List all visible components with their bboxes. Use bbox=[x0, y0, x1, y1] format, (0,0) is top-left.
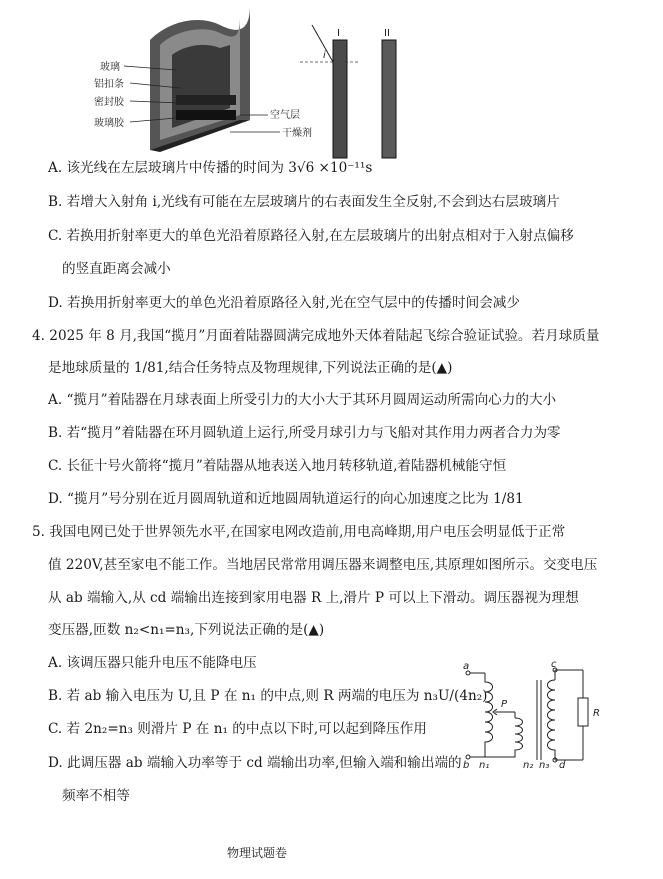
terminal-d: d bbox=[559, 760, 566, 770]
q4-stem-2: 是地球质量的 1/81,结合任务特点及物理规律,下列说法正确的是(▲) bbox=[48, 360, 453, 376]
q3-option-b: B. 若增大入射角 i,光线有可能在左层玻璃片的右表面发生全反射,不会到达右层玻璃片 bbox=[48, 194, 560, 210]
q4-option-c: C. 长征十号火箭将“揽月”着陆器从地表送入地月转移轨道,着陆器机械能守恒 bbox=[48, 458, 507, 474]
q5-option-d-cont: 频率不相等 bbox=[62, 788, 130, 804]
pane-label-1: I bbox=[337, 28, 340, 39]
q5-stem-1: 5. 我国电网已处于世界领先水平,在国家电网改造前,用电高峰期,用户电压会明显低于正常 bbox=[32, 524, 566, 540]
q4-option-d: D. “揽月”号分别在近月圆周轨道和近地圆周轨道运行的向心加速度之比为 1/81 bbox=[48, 491, 524, 507]
q5-stem-3: 从 ab 端输入,从 cd 端输出连接到家用电器 R 上,滑片 P 可以上下滑动。调压器视为理想 bbox=[48, 590, 579, 606]
pane-diagram bbox=[300, 25, 396, 158]
coil-label-n1: n₁ bbox=[479, 760, 490, 770]
q3-option-a: A. 该光线在左层玻璃片中传播的时间为 3√6 ×10⁻¹¹s bbox=[48, 160, 373, 176]
q5-option-a: A. 该调压器只能升电压不能降电压 bbox=[48, 655, 257, 671]
label-aluminum-strip: 铝扣条 bbox=[94, 79, 124, 90]
q3-option-c: C. 若换用折射率更大的单色光沿着原路径入射,在左层玻璃片的出射点相对于入射点偏移 bbox=[48, 228, 574, 244]
label-air-layer: 空气层 bbox=[270, 110, 300, 121]
label-glass-glue: 玻璃胶 bbox=[94, 118, 124, 129]
label-glass: 玻璃 bbox=[100, 62, 120, 73]
coil-label-n3: n₃ bbox=[539, 760, 550, 770]
q4-stem-1: 4. 2025 年 8 月,我国“揽月”月面着陆器圆满完成地外天体着陆起飞综合验证试验。若月球质量 bbox=[32, 328, 600, 344]
page-footer: 物理试题卷 bbox=[227, 846, 288, 860]
q3-option-c-cont: 的竖直距离会减小 bbox=[62, 261, 171, 277]
coil-label-n2: n₂ bbox=[523, 760, 534, 770]
slider-label-p: P bbox=[501, 699, 508, 710]
q5-option-b: B. 若 ab 输入电压为 U,且 P 在 n₁ 的中点,则 R 两端的电压为 n₃U/(4n₂) bbox=[48, 688, 488, 704]
resistor-label-r: R bbox=[593, 708, 600, 719]
q5-stem-4: 变压器,匝数 n₂<n₁=n₃,下列说法正确的是(▲) bbox=[48, 622, 325, 638]
q5-option-c: C. 若 2n₂=n₃ 则滑片 P 在 n₁ 的中点以下时,可以起到降压作用 bbox=[48, 721, 427, 737]
q5-stem-2: 值 220V,甚至家电不能工作。当地居民常常用调压器来调整电压,其原理如图所示。交变电压 bbox=[48, 557, 598, 573]
label-desiccant: 干燥剂 bbox=[282, 128, 312, 139]
terminal-a: a bbox=[463, 661, 470, 672]
glass-unit-drawing bbox=[150, 5, 250, 152]
transformer-figure bbox=[455, 660, 625, 770]
pane-label-2: II bbox=[384, 28, 390, 39]
transformer-circuit bbox=[466, 668, 588, 762]
terminal-c: c bbox=[551, 660, 557, 670]
terminal-b: b bbox=[463, 760, 470, 770]
q3-option-d: D. 若换用折射率更大的单色光沿着原路径入射,光在空气层中的传播时间会减少 bbox=[48, 295, 520, 311]
q4-option-b: B. 若“揽月”着陆器在环月圆轨道上运行,所受月球引力与飞船对其作用力两者合力为零 bbox=[48, 425, 561, 441]
q4-option-a: A. “揽月”着陆器在月球表面上所受引力的大小大于其环月圆周运动所需向心力的大小 bbox=[48, 392, 557, 408]
angle-label: i bbox=[323, 50, 326, 61]
glass-figure bbox=[80, 0, 420, 160]
q5-option-d: D. 此调压器 ab 端输入功率等于 cd 端输出功率,但输入端和输出端的 bbox=[48, 755, 462, 771]
label-sealant: 密封胶 bbox=[94, 97, 124, 108]
